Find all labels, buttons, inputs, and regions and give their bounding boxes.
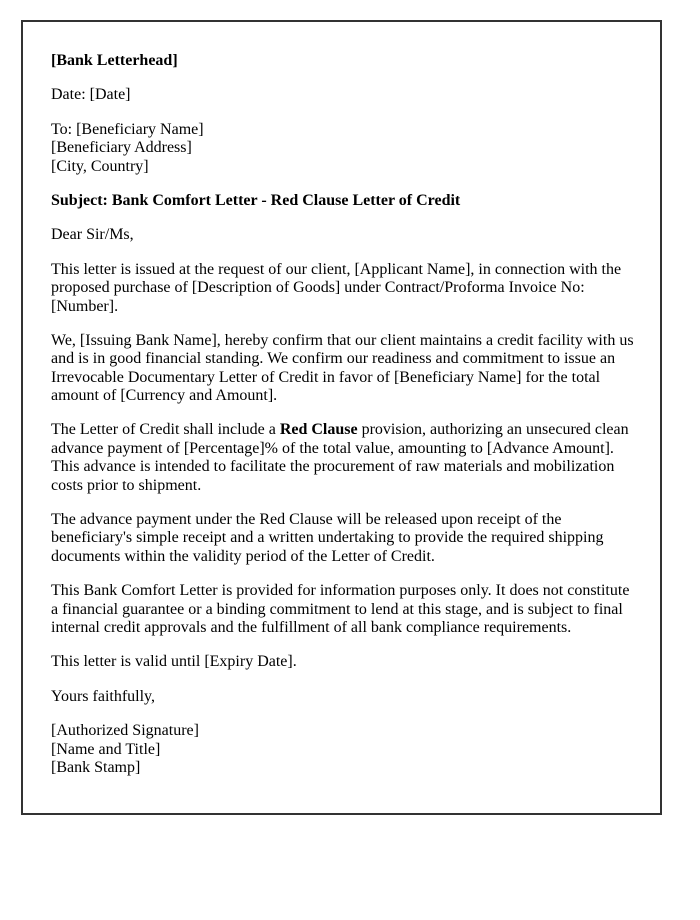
letterhead: [Bank Letterhead]: [51, 52, 178, 69]
paragraph-disclaimer: This Bank Comfort Letter is provided for information purposes only. It does not constitute a financial guarantee or a binding commitment to lend at this stage, and is subject to final internal credit approvals and the fulfillment of all bank compliance requirements.: [51, 582, 630, 636]
letter-page: [21, 20, 662, 815]
recipient-city-line: [City, Country]: [51, 157, 149, 175]
recipient-address-line: [Beneficiary Address]: [51, 139, 192, 157]
closing: Yours faithfully,: [51, 687, 156, 705]
salutation: Dear Sir/Ms,: [51, 226, 134, 244]
validity-line: This letter is valid until [Expiry Date].: [51, 653, 297, 671]
subject-line: Subject: Bank Comfort Letter - Red Clause Letter of Credit: [51, 191, 461, 209]
recipient-block: [51, 121, 634, 176]
red-clause-text-before: The Letter of Credit shall include a: [51, 421, 280, 439]
paragraph-intro: This letter is issued at the request of our client, [Applicant Name], in connection with the proposed purchase of [Description of Goods] under Contract/Proforma Invoice No: [Number].: [51, 260, 622, 315]
paragraph-advance-release: The advance payment under the Red Clause will be released upon receipt of the beneficiary's simple receipt and a written undertaking to provide the required shipping documents within the validity period of the Letter of Credit.: [51, 511, 604, 565]
signature-line: [Authorized Signature]: [51, 722, 199, 740]
paragraph-red-clause: [51, 421, 634, 495]
red-clause-text-after: provision, authorizing an unsecured clean advance payment of [Percentage]% of the total value, amounting to [Advance Amount]. This advance is intended to facilitate the procurement of raw materials and mobilization costs prior to shipment.: [51, 421, 629, 494]
red-clause-bold-term: Red Clause: [279, 421, 358, 439]
recipient-to-line: To: [Beneficiary Name]: [51, 120, 204, 138]
name-title-line: [Name and Title]: [51, 740, 161, 758]
bank-stamp-line: [Bank Stamp]: [51, 758, 141, 776]
paragraph-confirmation: We, [Issuing Bank Name], hereby confirm that our client maintains a credit facility with us and is in good financial standing. We confirm our readiness and commitment to issue an Irrevocable Documentary Letter of Credit in favor of [Beneficiary Name] for the total amount of [Currency and Amount].: [51, 331, 634, 405]
signature-block: [51, 722, 634, 777]
date-line: Date: [Date]: [51, 86, 131, 104]
